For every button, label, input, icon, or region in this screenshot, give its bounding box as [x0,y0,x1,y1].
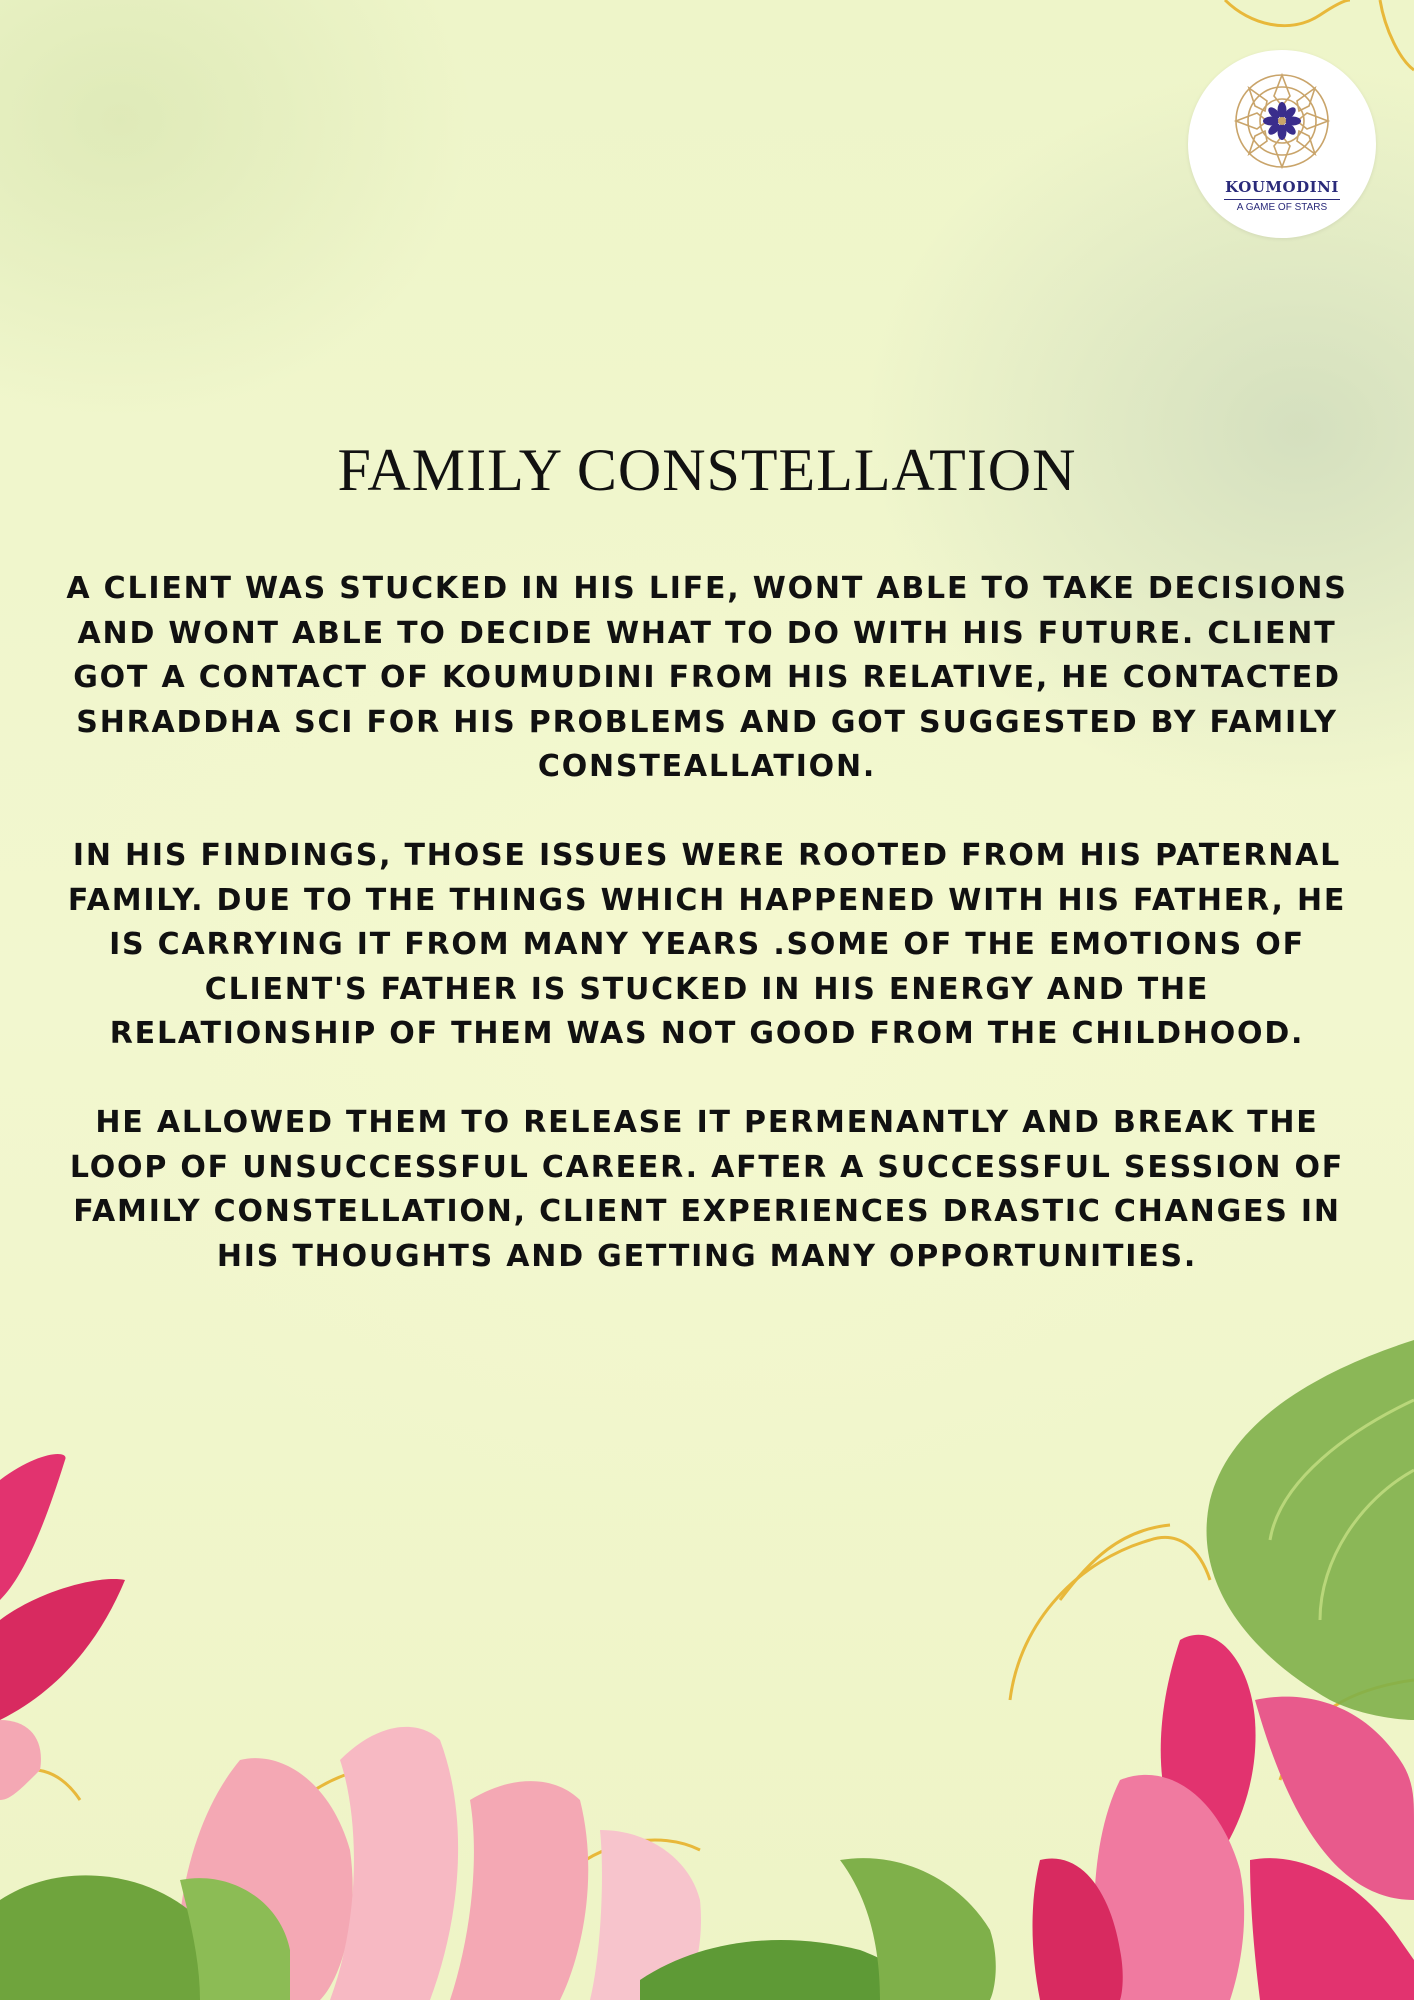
logo-brand-name: KOUMODINI [1225,178,1339,196]
page-title: FAMILY CONSTELLATION [337,437,1077,503]
mandala-lotus-icon [1222,66,1342,176]
koumodini-logo [1188,50,1376,238]
logo-divider [1224,199,1340,200]
paragraph-outcome: HE ALLOWED THEM TO RELEASE IT PERMENANTLY AND BREAK THE LOOP OF UNSUCCESSFUL CAREER. AFTER A SUCCESSFUL SESSION OF FAMILY CONSTELLATION, CLIENT EXPERIENCES DRASTIC CHANGES IN HIS THOUGHTS AND GETTING MANY OPPORTUNITIES. [69,1105,1345,1274]
paragraph-findings: IN HIS FINDINGS, THOSE ISSUES WERE ROOTED FROM HIS PATERNAL FAMILY. DUE TO THE THINGS WHICH HAPPENED WITH HIS FATHER, HE IS CARRYING IT FROM MANY YEARS .SOME OF THE EMOTIONS OF CLIENT'S FATHER IS STUCKED IN HIS ENERGY AND THE RELATIONSHIP OF THEM WAS NOT GOOD FROM THE CHILDHOOD. [67,838,1347,1051]
logo-tagline: A GAME OF STARS [1236,202,1328,213]
paragraph-intro: A CLIENT WAS STUCKED IN HIS LIFE, WONT ABLE TO TAKE DECISIONS AND WONT ABLE TO DECIDE WHAT TO DO WITH HIS FUTURE. CLIENT GOT A CONTACT OF KOUMUDINI FROM HIS RELATIVE, HE CONTACTED SHRADDHA SCI FOR HIS PROBLEMS AND GOT SUGGESTED BY FAMILY CONSTEALLATION. [66,571,1348,784]
